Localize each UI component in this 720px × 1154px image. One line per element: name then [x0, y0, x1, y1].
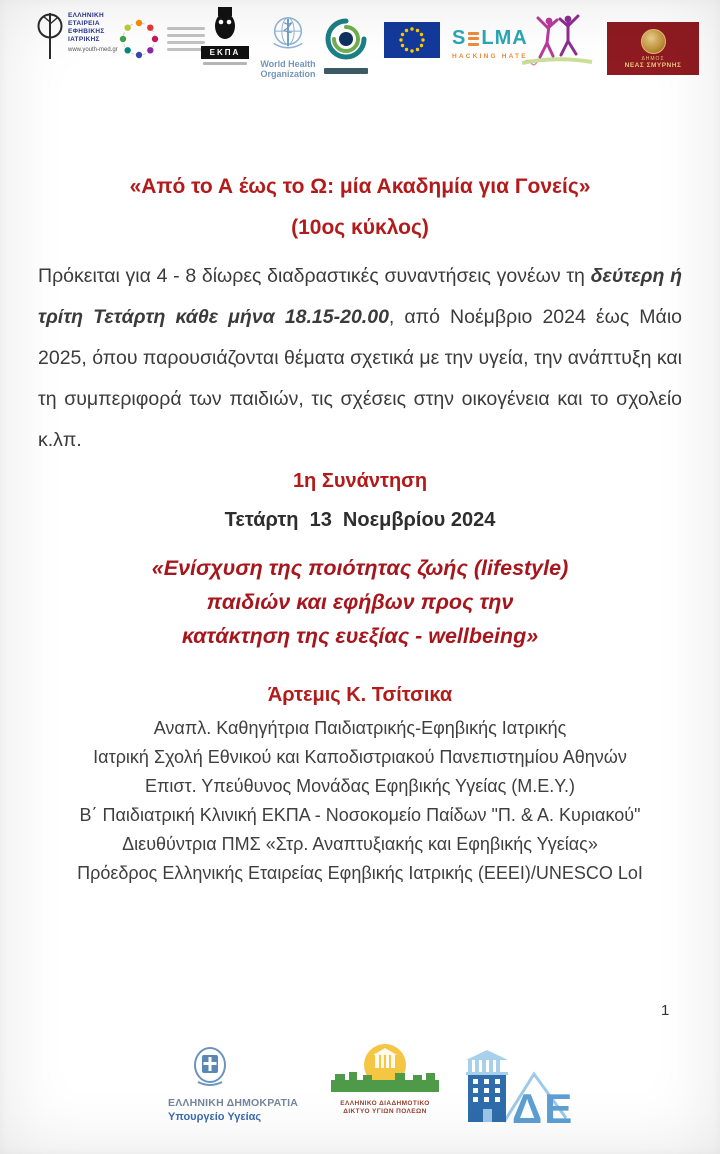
intro-text: , από Νοέμβριο 2024 έως Μάιο 2025, όπου παρουσιάζονται θέματα σχετικά με την υγεία, την ανάπτυξη και τη συμπεριφορά των παιδιών, τις σχέσεις στην οικογένεια και το σχολείο κ.λπ.	[38, 306, 682, 451]
selma-e-bars-icon	[468, 32, 479, 46]
logo-text-line: ΙΑΤΡΙΚΗΣ	[68, 36, 100, 43]
lecture-topic-line: «Ενίσχυση της ποιότητας ζωής (lifestyle)	[151, 556, 569, 580]
logo-healthy-cities-network	[326, 1042, 444, 1116]
gold-seal-icon	[641, 29, 666, 54]
speaker-credentials	[38, 714, 682, 888]
intro-highlight: δεύτερη ή τρίτη Τετάρτη κάθε μήνα 18.15-20.00	[38, 265, 682, 328]
event-cycle: (10ος κύκλος)	[291, 216, 429, 239]
tree-in-circle-icon	[36, 12, 64, 60]
buildings-mountain-icon	[458, 1044, 574, 1130]
sun-city-icon	[329, 1042, 441, 1094]
logo-municipality-nea-smyrni	[607, 22, 699, 75]
logo-de-municipal-enterprise	[458, 1044, 574, 1135]
lecture-topic	[38, 551, 682, 653]
healthy-cities-caption-line: ΔΙΚΤΥΟ ΥΓΙΩΝ ΠΟΛΕΩΝ	[343, 1108, 427, 1115]
who-label-line: World Health	[260, 59, 316, 69]
credential-line: Β΄ Παιδιατρική Κλινική ΕΚΠΑ - Νοσοκομείο Παίδων "Π. & Α. Κυριακού"	[79, 805, 641, 825]
lecture-topic-line: παιδιών και εφήβων προς την	[206, 590, 514, 614]
who-label-line: Organization	[260, 69, 316, 79]
ministry-label-line: ΕΛΛΗΝΙΚΗ ΔΗΜΟΚΡΑΤΙΑ	[168, 1097, 299, 1109]
logo-dancing-figures	[516, 10, 596, 77]
logo-caption-illegible	[203, 62, 247, 65]
credential-line: Αναπλ. Καθηγήτρια Παιδιατρικής-Εφηβικής Ιατρικής	[153, 718, 567, 738]
eu-stars-icon	[384, 22, 440, 58]
flyer-body	[38, 174, 682, 888]
who-label	[256, 59, 320, 79]
selma-tagline: HACKING HATE	[452, 53, 528, 60]
logo-european-union-flag	[384, 22, 440, 63]
logo-text-line: ΕΛΛΗΝΙΚΗ	[68, 12, 104, 19]
who-emblem-icon	[269, 16, 307, 52]
credential-line: Διευθύντρια ΠΜΣ «Στρ. Αναπτυξιακής και Εφηβικής Υγείας»	[122, 834, 598, 854]
page-number: 1	[661, 1002, 670, 1019]
logo-ministry-of-health	[168, 1046, 300, 1123]
dancing-figures-icon	[516, 10, 596, 72]
de-letters: ΔΕ	[512, 1085, 574, 1130]
selma-letter-s: S	[452, 27, 467, 49]
logo-caption-illegible	[324, 68, 368, 74]
credential-line: Ιατρική Σχολή Εθνικού και Καποδιστριακού Πανεπιστημίου Αθηνών	[93, 747, 627, 767]
meeting-date: Τετάρτη 13 Νοεμβρίου 2024	[224, 509, 496, 531]
hellenic-republic-emblem-icon	[188, 1046, 232, 1088]
logo-ekpa-university-of-athens	[198, 6, 252, 65]
healthy-cities-caption-line: ΕΛΛΗΝΙΚΟ ΔΙΑΔΗΜΟΤΙΚΟ	[340, 1100, 430, 1107]
logo-hellenic-society-adolescent-medicine	[36, 12, 118, 60]
meeting-heading: 1η Συνάντηση	[292, 470, 428, 492]
credential-line: Πρόεδρος Ελληνικής Εταιρείας Εφηβικής Ιατρικής (ΕΕΕΙ)/UNESCO LoI	[77, 863, 643, 883]
smyrni-label-line: ΔΗΜΟΣ	[641, 55, 665, 62]
speaker-name: Άρτεμις Κ. Τσίτσικα	[267, 684, 453, 706]
intro-paragraph	[38, 256, 682, 461]
logo-text-block	[68, 12, 118, 53]
people-circle-icon	[116, 16, 162, 62]
selma-letters-lma: LMA	[481, 27, 528, 49]
intro-text: Πρόκειται για 4 - 8 δίωρες διαδραστικές συναντήσεις γονέων τη	[38, 265, 591, 287]
ekpa-label: ΕΚΠΑ	[201, 46, 249, 59]
event-title: «Από το Α έως το Ω: μία Ακαδημία για Γονείς»	[129, 175, 591, 198]
ministry-label-line: Υπουργείο Υγείας	[168, 1111, 262, 1123]
logo-world-health-organization	[256, 16, 320, 79]
logo-adolescent-health-program	[116, 16, 205, 62]
logo-url: www.youth-med.gr	[68, 47, 118, 53]
credential-line: Επιστ. Υπεύθυνος Μονάδας Εφηβικής Υγείας (Μ.Ε.Υ.)	[144, 776, 575, 796]
athena-owl-icon	[210, 6, 240, 40]
logo-text-line: ΕΦΗΒΙΚΗΣ	[68, 28, 105, 35]
logo-adolescent-health-association	[322, 18, 370, 74]
lecture-topic-line: κατάκτηση της ευεξίας - wellbeing»	[181, 624, 539, 648]
crescent-globe-icon	[325, 18, 367, 60]
healthy-cities-caption	[326, 1100, 444, 1116]
logo-text-line: ΕΤΑΙΡΕΙΑ	[68, 20, 100, 27]
smyrni-label-line: ΝΕΑΣ ΣΜΥΡΝΗΣ	[624, 61, 682, 69]
